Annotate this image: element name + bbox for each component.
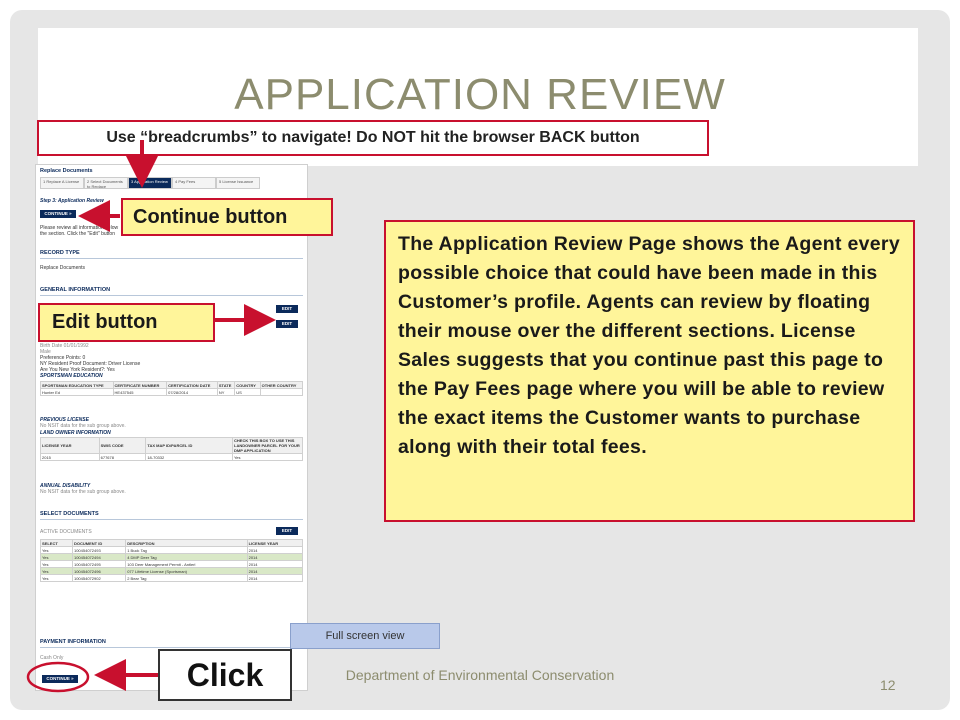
previous-license-heading: PREVIOUS LICENSE	[40, 417, 89, 423]
record-type-heading: RECORD TYPE	[40, 250, 80, 256]
table-cell	[260, 389, 302, 396]
table-cell: 103 Deer Management Permit - Antlerl	[126, 561, 247, 568]
table-header: STATE	[217, 382, 234, 389]
table-cell: 2015	[41, 454, 100, 461]
table-cell: Yes	[41, 568, 73, 575]
gender: Male	[40, 349, 51, 355]
table-header: SELECT	[41, 540, 73, 547]
step-pay-fees[interactable]: 4 Pay Fees	[172, 177, 216, 189]
table-header: COUNTRY	[235, 382, 260, 389]
table-cell: 100454072493	[72, 547, 125, 554]
edit-button[interactable]: EDIT	[276, 320, 298, 328]
table-row	[41, 547, 303, 554]
table-header: DOCUMENT ID	[72, 540, 125, 547]
table-header: OTHER COUNTRY	[260, 382, 302, 389]
annual-disability-heading: ANNUAL DISABILITY	[40, 483, 91, 489]
preference-points: Preference Points: 0	[40, 355, 86, 361]
table-cell: 4 DMP Deer Tag	[126, 554, 247, 561]
divider	[40, 519, 303, 520]
table-cell: 677678	[99, 454, 146, 461]
table-cell: 2014	[247, 554, 302, 561]
table-cell: HE437545	[113, 389, 167, 396]
table-cell: 1 Buck Tag	[126, 547, 247, 554]
edit-button[interactable]: EDIT	[276, 305, 298, 313]
page-number: 12	[880, 677, 896, 693]
table-cell: 100454072496	[72, 568, 125, 575]
step-application-review[interactable]: 3 Application Review	[128, 177, 172, 189]
full-screen-view-button[interactable]: Full screen view	[290, 623, 440, 649]
payment-value: Cash Only	[40, 655, 64, 661]
table-cell: Yes	[41, 575, 73, 582]
table-row	[41, 389, 303, 396]
land-owner-heading: LAND OWNER INFORMATION	[40, 430, 111, 436]
continue-button-top[interactable]: CONTINUE »	[40, 210, 76, 218]
table-cell: 077 Lifetime License (Sportsman)	[126, 568, 247, 575]
table-row	[41, 561, 303, 568]
table-header: SPORTSMAN EDUCATION TYPE	[41, 382, 114, 389]
table-cell: 07/28/2014	[167, 389, 218, 396]
review-note-2: the section. Click the "Edit" button	[40, 231, 115, 237]
table-cell: Yes	[233, 454, 303, 461]
table-cell: 2014	[247, 575, 302, 582]
divider	[40, 295, 303, 296]
table-header: SWIS CODE	[99, 438, 146, 454]
step-select-documents[interactable]: 2 Select Documents to Replace	[84, 177, 128, 189]
edit-button-callout: Edit button	[38, 303, 215, 342]
table-cell: 100454072495	[72, 561, 125, 568]
table-cell: Yes	[41, 547, 73, 554]
slide-title: APPLICATION REVIEW	[234, 70, 726, 119]
step-heading: Step 3: Application Review	[40, 198, 104, 204]
divider	[40, 258, 303, 259]
table-cell: Hunter Ed	[41, 389, 114, 396]
table-cell: 2 Bear Tag	[126, 575, 247, 582]
table-cell: NY	[217, 389, 234, 396]
table-cell: 2014	[247, 547, 302, 554]
edit-button[interactable]: EDIT	[276, 527, 298, 535]
table-row	[41, 454, 303, 461]
table-header: CHECK THIS BOX TO USE THIS LANDOWNER PARCEL FOR YOUR DMP APPLICATION	[233, 438, 303, 454]
continue-button-bottom[interactable]: CONTINUE »	[42, 675, 78, 683]
table-cell: Yes	[41, 554, 73, 561]
table-cell: Yes	[41, 561, 73, 568]
documents-table	[40, 539, 303, 582]
table-header: LICENSE YEAR	[41, 438, 100, 454]
table-cell: US	[235, 389, 260, 396]
ny-resident: Are You New York Resident?: Yes	[40, 367, 115, 373]
step-replace-license[interactable]: 1 Replace A License	[40, 177, 84, 189]
table-row	[41, 568, 303, 575]
breadcrumbs-note: Use “breadcrumbs” to navigate! Do NOT hit the browser BACK button	[37, 120, 709, 156]
table-header: CERTIFICATION DATE	[167, 382, 218, 389]
table-header: DESCRIPTION	[126, 540, 247, 547]
table-cell: 2014	[247, 561, 302, 568]
record-type-value: Replace Documents	[40, 265, 86, 271]
select-documents-heading: SELECT DOCUMENTS	[40, 511, 99, 517]
land-owner-table	[40, 437, 303, 461]
table-header: LICENSE YEAR	[247, 540, 302, 547]
table-cell: 2014	[247, 568, 302, 575]
page-title: Replace Documents	[40, 168, 93, 174]
application-review-screenshot	[35, 164, 308, 691]
click-label: Click	[158, 649, 292, 701]
general-info-heading: GENERAL INFORMATTION	[40, 287, 111, 293]
divider	[40, 647, 303, 648]
review-note-1: Please review all information below	[40, 225, 119, 231]
table-header: TAX MAP ID/PARCEL ID	[146, 438, 233, 454]
table-cell: 100454072494	[72, 554, 125, 561]
payment-heading: PAYMENT INFORMATION	[40, 639, 106, 645]
no-data-note: No NSIT data for the sub group above.	[40, 489, 126, 495]
step-license-issuance[interactable]: 5 License Issuance	[216, 177, 260, 189]
breadcrumb	[40, 177, 260, 189]
description-callout: The Application Review Page shows the Agent every possible choice that could have been made in this Customer’s profile. Agents can review by floating their mouse over the different sections. License Sales suggests that you continue past this page to the Pay Fees page where you will be able to review the exact items the Customer wants to purchase along with their total fees.	[384, 220, 915, 522]
active-documents-label: ACTIVE DOCUMENTS	[40, 529, 92, 535]
table-header: CERTIFICATE NUMBER	[113, 382, 167, 389]
table-row	[41, 575, 303, 582]
continue-button-callout: Continue button	[121, 198, 333, 236]
ny-proof: NY Resident Proof Document: Driver License	[40, 361, 141, 367]
sportsman-heading: SPORTSMAN EDUCATION	[40, 373, 103, 379]
table-cell: 18-70332	[146, 454, 233, 461]
footer-department: Department of Environmental Conservation	[345, 667, 615, 683]
no-data-note: No NSIT data for the sub group above.	[40, 423, 126, 429]
birth-date: Birth Date 01/01/1992	[40, 343, 89, 349]
table-row	[41, 554, 303, 561]
table-cell: 100454072902	[72, 575, 125, 582]
sportsman-table	[40, 381, 303, 396]
